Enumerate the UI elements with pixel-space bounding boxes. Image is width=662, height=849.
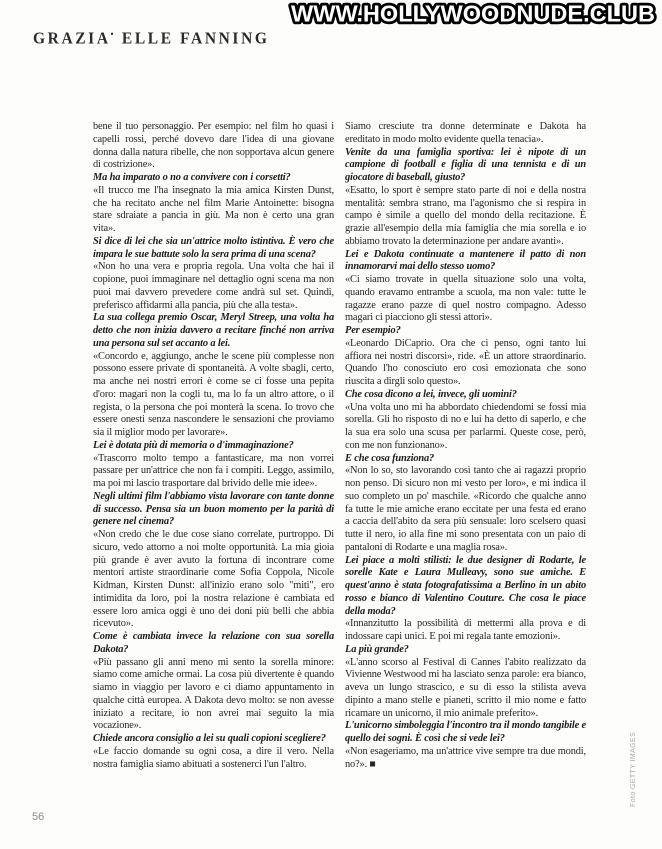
- column-right: [345, 121, 586, 815]
- masthead-bullet-icon: •: [110, 29, 114, 40]
- interview-question: La più grande?: [345, 643, 409, 655]
- interview-answer: «Non esageriamo, ma un'attrice vive sempre tra due mondi, no?». ■: [345, 745, 586, 770]
- interview-answer: bene il tuo personaggio. Per esempio: nel film ho quasi i capelli rossi, perché dovevo dare l'idea di una giovane donna dalla natura ribelle, che non sopportava alcun genere di costrizione».: [93, 121, 334, 171]
- interview-question: Come è cambiata invece la relazione con sua sorella Dakota?: [93, 631, 334, 655]
- interview-question: Che cosa dicono a lei, invece, gli uomini?: [345, 388, 517, 400]
- interview-answer: «Più passano gli anni meno mi sento la sorella minore: siamo come amiche ormai. La cosa più divertente è quando siamo in viaggio per lavoro e ci diamo appuntamento in qualche città europea. A Dakota devo molto: se non avesse iniziato a recitare, io non avrei mai seguito la mia vocazione».: [93, 656, 334, 732]
- photo-credit: Foto GETTY IMAGES: [630, 731, 637, 807]
- watermark-text: WWW.HOLLYWOODNUDE.CLUB: [291, 1, 655, 27]
- interview-question: La sua collega premio Oscar, Meryl Streep, una volta ha detto che non inizia davvero a recitare finché non arriva una persona sul set accanto a lei.: [93, 312, 334, 349]
- interview-answer: «Le faccio domande su ogni cosa, a dire il vero. Nella nostra famiglia siamo abituati a sostenerci l'un l'altro.: [93, 745, 334, 770]
- interview-answer: «Ci siamo trovate in quella situazione solo una volta, quando eravamo entrambe a scuola, ma non vale: tutte le ragazze erano pazze di quel nostro compagno. Adesso magari ci piacciono gli stessi attori».: [345, 274, 586, 324]
- masthead-subject: ELLE FANNING: [121, 29, 270, 49]
- interview-answer: «Una volta uno mi ha abbordato chiedendomi se fossi mia sorella. Gli ho risposto di no e lui ha detto di saperlo, e che la sua era solo una scusa per parlarmi. Queste cose, però, con me non funzionano».: [345, 401, 586, 451]
- interview-question: Lei è dotata più di memoria o d'immaginazione?: [93, 439, 294, 451]
- interview-question: Per esempio?: [345, 325, 401, 336]
- interview-answer: «Non lo so, sto lavorando così tanto che ai ragazzi proprio non penso. Di sicuro non mi vesto per loro», e mi indica il suo completo un po' maschile. «Ricordo che qualche anno fa tutte le mie amiche erano eccitate per una festa ed erano a caccia dell'abito da sera più sensuale: loro scelsero quasi tutte il nero, io alla fine mi sono presentata con un paio di pantaloni di Rodarte e una maglia rosa».: [345, 465, 586, 553]
- article-body: [93, 121, 586, 815]
- interview-question: Ma ha imparato o no a convivere con i corsetti?: [93, 172, 291, 183]
- interview-answer: «Concordo e, aggiungo, anche le scene più complesse non possono essere private di spontaneità. A volte sbagli, certo, ma anche nei nostri errori è come se ci fosse una pepita d'oro: magari non la cogli tu, ma lo fa un altro attore, o il regista, o la persona che poi monterà la scena. Io trovo che essere onesti senza nascondere le sensazioni che proviamo sia il miglior modo per lavorare».: [93, 350, 334, 438]
- interview-question: Negli ultimi film l'abbiamo vista lavorare con tante donne di successo. Pensa sia un buon momento per la parità di genere nel cinema?: [93, 490, 334, 528]
- interview-answer: «Innanzitutto la possibilità di mettermi alla prova e di indossare capi unici. E poi mi regala tante emozioni».: [345, 618, 586, 642]
- interview-question: Venite da una famiglia sportiva: lei è nipote di un campione di football e figlia di una tennista e di un giocatore di baseball, giusto?: [345, 146, 586, 183]
- interview-question: Si dice di lei che sia un'attrice molto istintiva. È vero che impara le sue battute solo la sera prima di una scena?: [93, 235, 334, 260]
- interview-question: Chiede ancora consiglio a lei su quali copioni scegliere?: [93, 733, 326, 744]
- interview-question: Lei e Dakota continuate a mantenere il patto di non innamorarvi mai dello stesso uomo?: [345, 248, 586, 273]
- interview-answer: Siamo cresciute tra donne determinate e Dakota ha ereditato in modo molto evidente quella tenacia».: [345, 121, 586, 145]
- interview-answer: «Trascorro molto tempo a fantasticare, ma non vorrei passare per un'attrice che non fa i compiti. Leggo, assimilo, ma poi mi lascio trasportare dal brivido delle mie idee».: [93, 452, 334, 489]
- watermark: [287, 1, 659, 28]
- masthead-magazine: GRAZIA: [33, 29, 111, 49]
- interview-answer: «L'anno scorso al Festival di Cannes l'abito realizzato da Vivienne Westwood mi ha lasciato senza parole: era bianco, aveva un lungo strascico, e su di esso la stilista aveva dipinto a mano stelle e pianeti, scritto il mio nome e fatto ricamare un unicorno, il mio animale preferito».: [345, 656, 586, 719]
- masthead: [33, 29, 270, 49]
- interview-answer: «Non ho una vera e propria regola. Una volta che hai il copione, puoi immaginare nel dettaglio ogni scena ma non puoi mai davvero prevedere come andrà sul set. Quindi, preferisco affidarmi alla pancia, più che alla testa».: [93, 261, 334, 311]
- interview-question: L'unicorno simboleggia l'incontro tra il mondo tangibile e quello dei sogni. È così che si vede lei?: [345, 720, 586, 744]
- interview-question: Lei piace a molti stilisti: le due designer di Rodarte, le sorelle Kate e Laura Mulleavy, sono sue amiche. E quest'anno è stata fotografatissima a Berlino in un abito rosso e bianco di Valentino Couture. Che cosa le piace della moda?: [345, 554, 586, 617]
- interview-answer: «Non credo che le due cose siano correlate, purtroppo. Di sicuro, vedo attorno a noi molte opportunità. La mia gioia più grande è aver avuto la fortuna di incontrare come mentori artiste straordinarie come Sofia Coppola, Nicole Kidman, Kirsten Dunst: all'inizio erano solo "miti", ero intimidita da loro, poi la nostra relazione è cambiata ed essere loro amica oggi è uno dei doni più belli che abbia ricevuto».: [93, 529, 334, 630]
- interview-answer: «Il trucco me l'ha insegnato la mia amica Kirsten Dunst, che ha recitato anche nel film Marie Antoinette: bisogna stare sdraiate a pancia in giù. Ma non è certo una gran vita».: [93, 184, 334, 234]
- interview-question: E che cosa funziona?: [345, 452, 435, 464]
- interview-answer: «Leonardo DiCaprio. Ora che ci penso, ogni tanto lui affiora nei nostri discorsi», ride. «È un attore straordinario. Quando l'ho conosciuto ero così emozionata che sono riuscita a dirgli solo questo».: [345, 337, 586, 387]
- page-number: 56: [32, 811, 45, 823]
- column-left: [93, 121, 334, 815]
- interview-answer: «Esatto, lo sport è sempre stato parte di noi e della nostra mentalità: sembra strano, ma l'agonismo che si respira in campo è simile a quello del mondo della recitazione. È grazie all'esempio della mia famiglia che mia sorella e io abbiamo trovato la determinazione per andare avanti».: [345, 184, 586, 247]
